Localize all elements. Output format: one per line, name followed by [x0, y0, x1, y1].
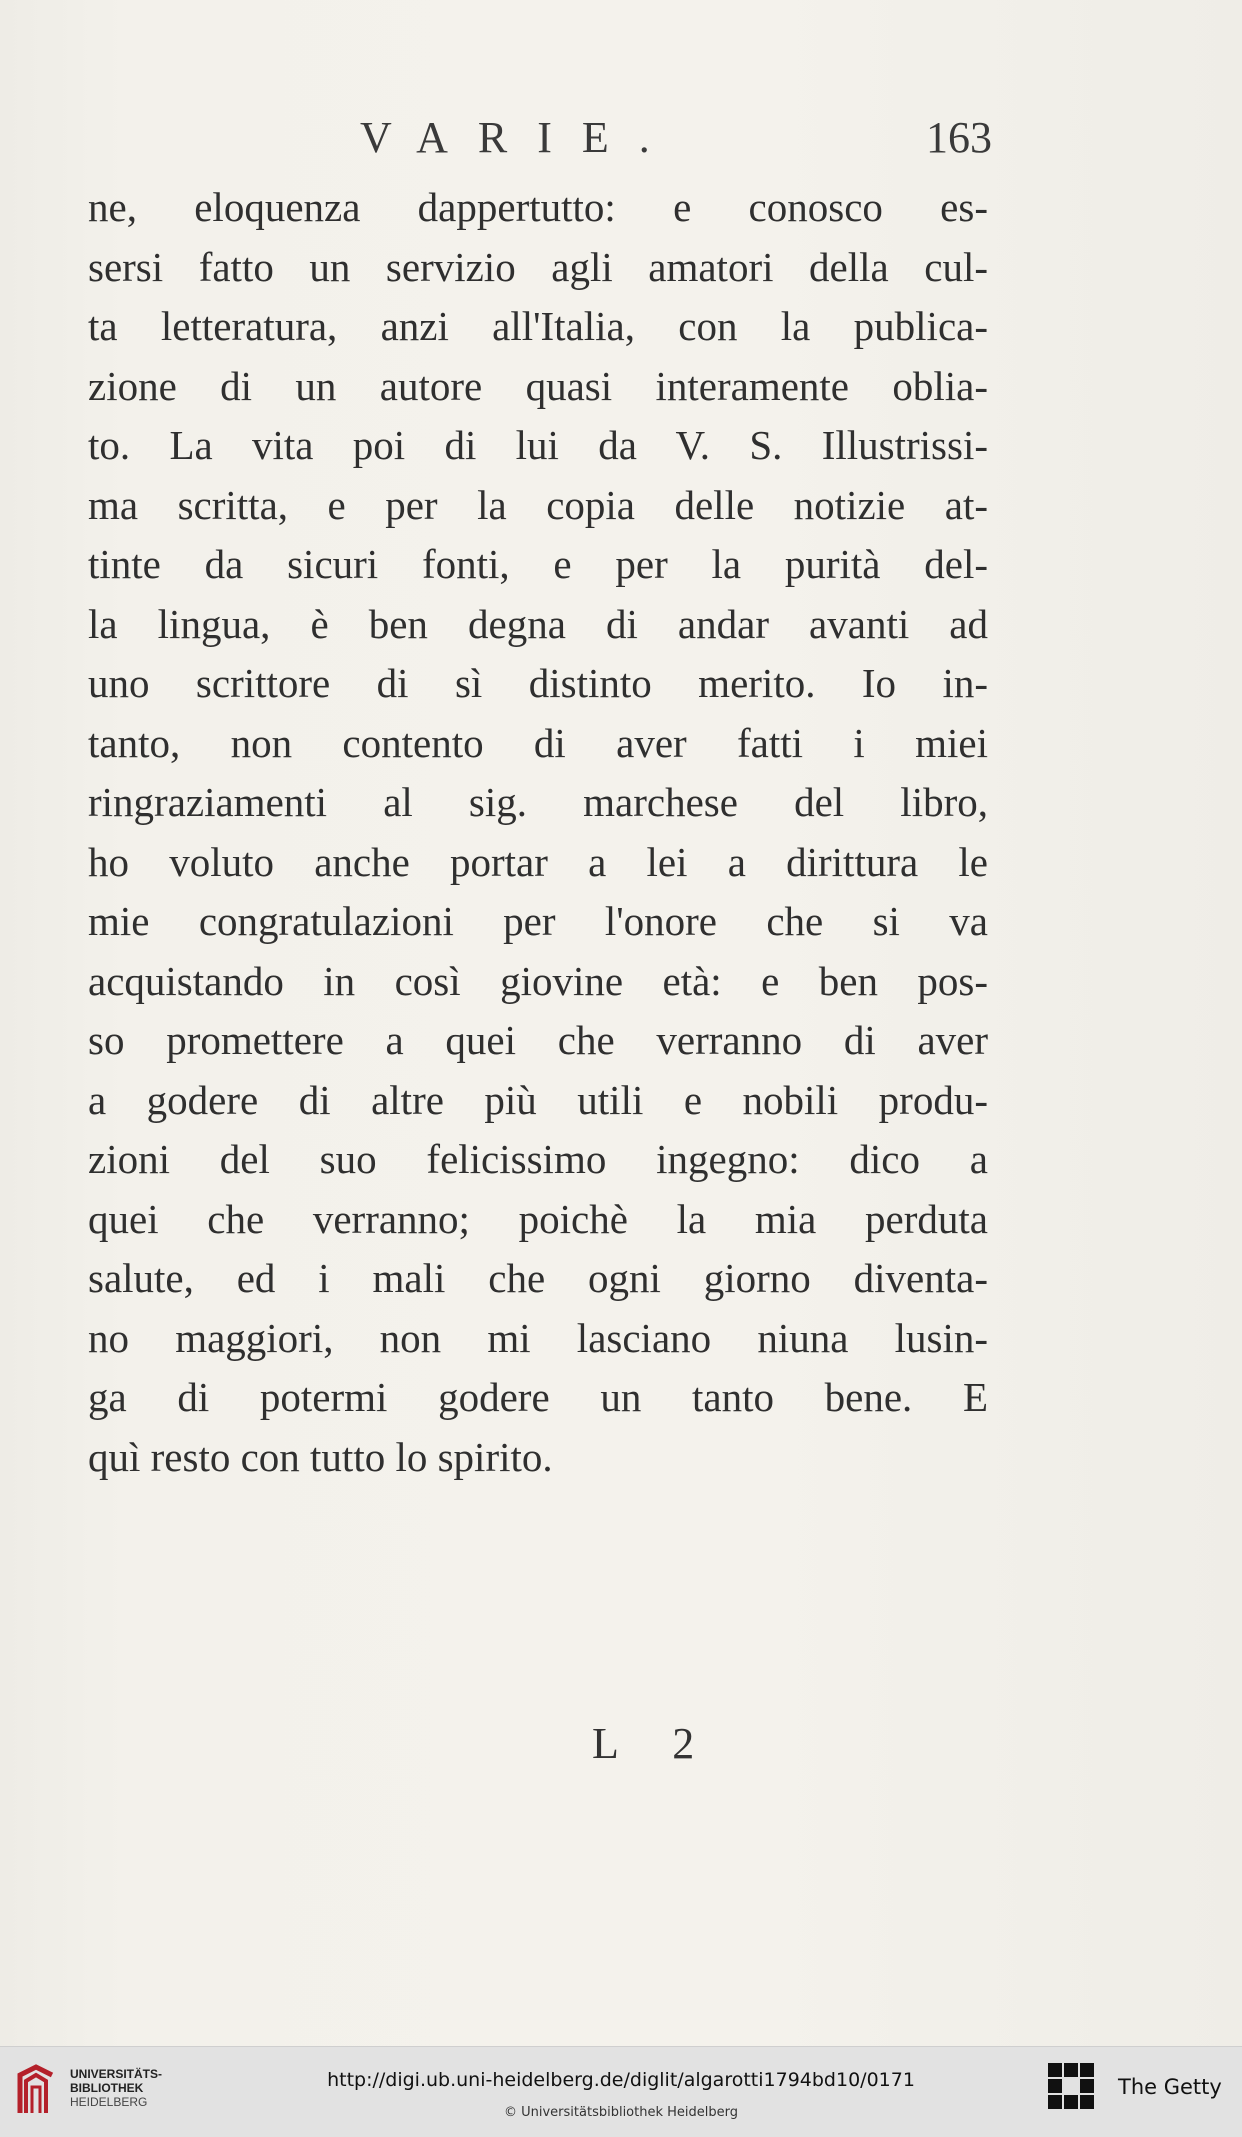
text-line: la lingua, è ben degna di andar avanti ad — [88, 600, 988, 647]
getty-partner-label: The Getty — [1118, 2075, 1222, 2099]
text-line: zioni del suo felicissimo ingegno: dico a — [88, 1136, 988, 1182]
signature-mark: L 2 — [592, 1719, 717, 1768]
text-line: ne, eloquenza dappertutto: e conosco es- — [88, 184, 988, 230]
text-line: quì resto con tutto lo spirito. — [88, 1433, 553, 1480]
text-line: quei che verranno; poichè la mia perduta — [88, 1195, 988, 1242]
text-line: ringraziamenti al sig. marchese del libro, — [88, 779, 988, 825]
text-line: ta letteratura, anzi all'Italia, con la publica- — [88, 303, 988, 349]
text-line: ho voluto anche portar a lei a dirittura le — [88, 838, 988, 885]
text-line: tinte da sicuri fonti, e per la purità del- — [88, 541, 988, 587]
text-line: zione di un autore quasi interamente oblia- — [88, 362, 988, 409]
university-library-name: UNIVERSITÄTS- BIBLIOTHEK HEIDELBERG — [70, 2067, 163, 2109]
text-line: uno scrittore di sì distinto merito. Io in- — [88, 660, 988, 706]
text-line: so promettere a quei che verranno di aver — [88, 1017, 988, 1063]
text-line: ga di potermi godere un tanto bene. E — [88, 1374, 988, 1420]
getty-logo-icon — [1046, 2061, 1096, 2119]
text-line: sersi fatto un servizio agli amatori della cul- — [88, 243, 988, 290]
footer-bar — [0, 2046, 1242, 2137]
running-head-title: VARIE. — [360, 113, 680, 162]
text-line: salute, ed i mali che ogni giorno diventa- — [88, 1255, 988, 1301]
text-line: to. La vita poi di lui da V. S. Illustrissi- — [88, 422, 988, 468]
text-line: a godere di altre più utili e nobili produ- — [88, 1076, 988, 1123]
text-line: tanto, non contento di aver fatti i miei — [88, 719, 988, 766]
body-text — [88, 178, 988, 1487]
text-line: mie congratulazioni per l'onore che si va — [88, 898, 988, 944]
permalink-url[interactable]: http://digi.ub.uni-heidelberg.de/diglit/algarotti1794bd10/0171 — [327, 2069, 915, 2091]
copyright-notice: © Universitätsbibliothek Heidelberg — [503, 2105, 738, 2120]
text-line: no maggiori, non mi lasciano niuna lusin- — [88, 1314, 988, 1361]
text-line: ma scritta, e per la copia delle notizie at- — [88, 481, 988, 528]
text-line: acquistando in così giovine età: e ben pos- — [88, 957, 988, 1004]
running-head — [0, 112, 1242, 172]
page-number: 163 — [926, 113, 992, 162]
